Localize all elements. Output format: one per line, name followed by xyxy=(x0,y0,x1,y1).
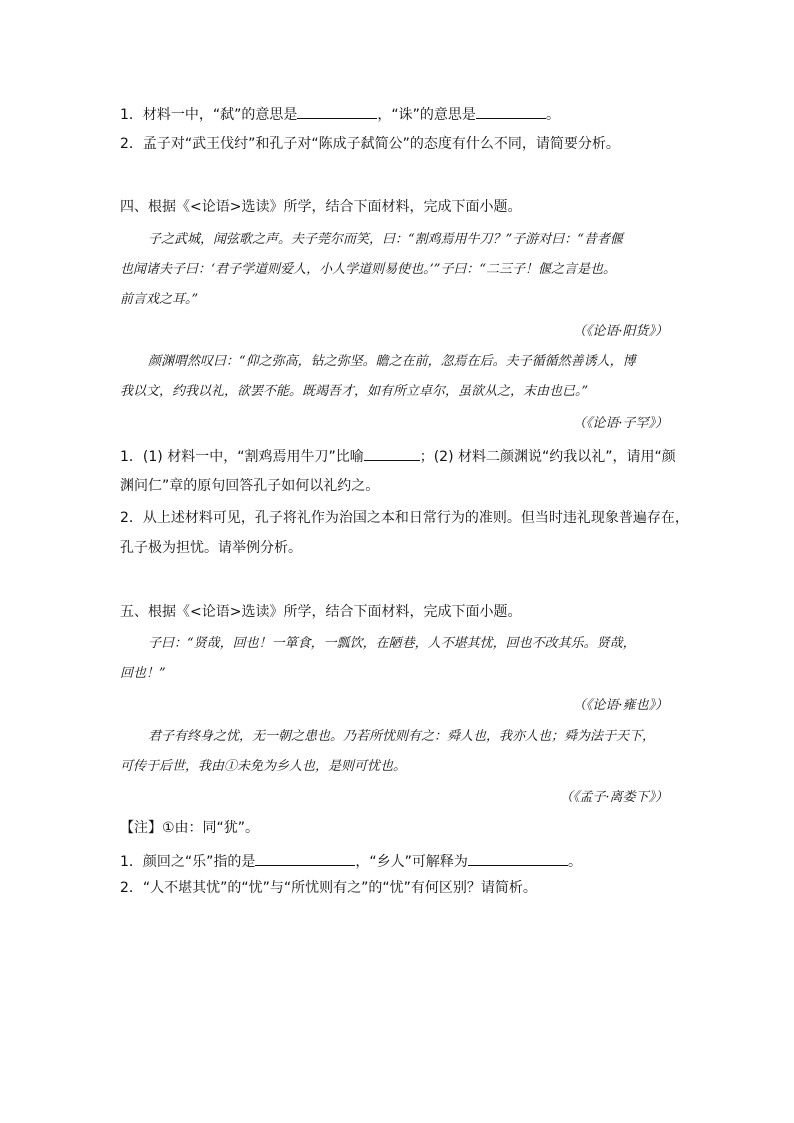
s4-heading: 四、根据《<论语>选读》所学，结合下面材料，完成下面小题。 xyxy=(120,199,522,215)
answer-blank[interactable] xyxy=(468,851,568,866)
question-text: ；(2) 材料二颜渊说“约我以礼”，请用“颜 xyxy=(419,449,676,465)
question-text: 1．颜回之“乐”指的是 xyxy=(120,854,256,870)
s4-source-1: （《论语·阳货》） xyxy=(572,324,668,339)
s3-question-2: 2．孟子对“武王伐纣”和孔子对“陈成子弑简公”的态度有什么不同，请简要分析。 xyxy=(120,136,620,152)
s5-source-2: （《孟子·离娄下》） xyxy=(559,790,668,805)
s5-question-2: 2．“人不堪其忧”的“忧”与“所忧则有之”的“忧”有何区别？请简析。 xyxy=(120,880,537,896)
s4-passage-2-line-1: 颜渊喟然叹曰：“仰之弥高，钻之弥坚。瞻之在前，忽焉在后。夫子循循然善诱人，博 xyxy=(148,354,636,369)
s5-heading: 五、根据《<论语>选读》所学，结合下面材料，完成下面小题。 xyxy=(120,604,522,620)
s4-question-2-line-1: 2．从上述材料可见，孔子将礼作为治国之本和日常行为的准则。但当时违礼现象普遍存在， xyxy=(120,510,689,526)
s5-source-1: （《论语·雍也》） xyxy=(572,698,668,713)
answer-blank[interactable] xyxy=(476,104,546,119)
s5-question-1 xyxy=(120,851,680,872)
s5-passage-2-line-2: 可传于后世，我由①未免为乡人也，是则可忧也。 xyxy=(120,759,407,774)
question-text: ，“诛”的意思是 xyxy=(377,107,476,123)
question-text: 1．(1) 材料一中，“割鸡焉用牛刀”比喻 xyxy=(120,449,364,465)
s3-question-1 xyxy=(120,104,680,125)
s4-passage-1-line-2: 也闻诸夫子曰：‘君子学道则爱人，小人学道则易使也。’”子曰：“二三子！偃之言是也。 xyxy=(120,262,617,277)
s4-question-1-cont: 渊问仁”章的原句回答孔子如何以礼约之。 xyxy=(120,478,380,494)
s5-passage-1-line-2: 回也！” xyxy=(120,666,166,681)
answer-blank[interactable] xyxy=(255,851,355,866)
answer-blank[interactable] xyxy=(297,104,377,119)
question-text: 。 xyxy=(567,854,582,870)
question-text: 1．材料一中，“弑”的意思是 xyxy=(120,107,298,123)
s4-source-2: （《论语·子罕》） xyxy=(572,416,668,431)
s4-passage-1-line-1: 子之武城，闻弦歌之声。夫子莞尔而笑，曰：“割鸡焉用牛刀？”子游对曰：“昔者偃 xyxy=(148,232,623,247)
question-text: 。 xyxy=(545,107,560,123)
s4-question-2-line-2: 孔子极为担忧。请举例分析。 xyxy=(120,540,302,556)
s4-passage-1-line-3: 前言戏之耳。” xyxy=(120,292,199,307)
s5-note: 【注】①由：同“犹”。 xyxy=(120,820,260,836)
question-text: ，“乡人”可解释为 xyxy=(355,854,468,870)
answer-blank[interactable] xyxy=(364,446,420,461)
s4-passage-2-line-2: 我以文，约我以礼，欲罢不能。既竭吾才，如有所立卓尔，虽欲从之，末由也已。” xyxy=(120,384,589,399)
s5-passage-1-line-1: 子曰：“贤哉，回也！一箪食，一瓢饮，在陋巷，人不堪其忧，回也不改其乐。贤哉， xyxy=(148,636,636,651)
s4-question-1 xyxy=(120,446,680,467)
s5-passage-2-line-1: 君子有终身之忧，无一朝之患也。乃若所忧则有之：舜人也，我亦人也；舜为法于天下， xyxy=(148,729,656,744)
